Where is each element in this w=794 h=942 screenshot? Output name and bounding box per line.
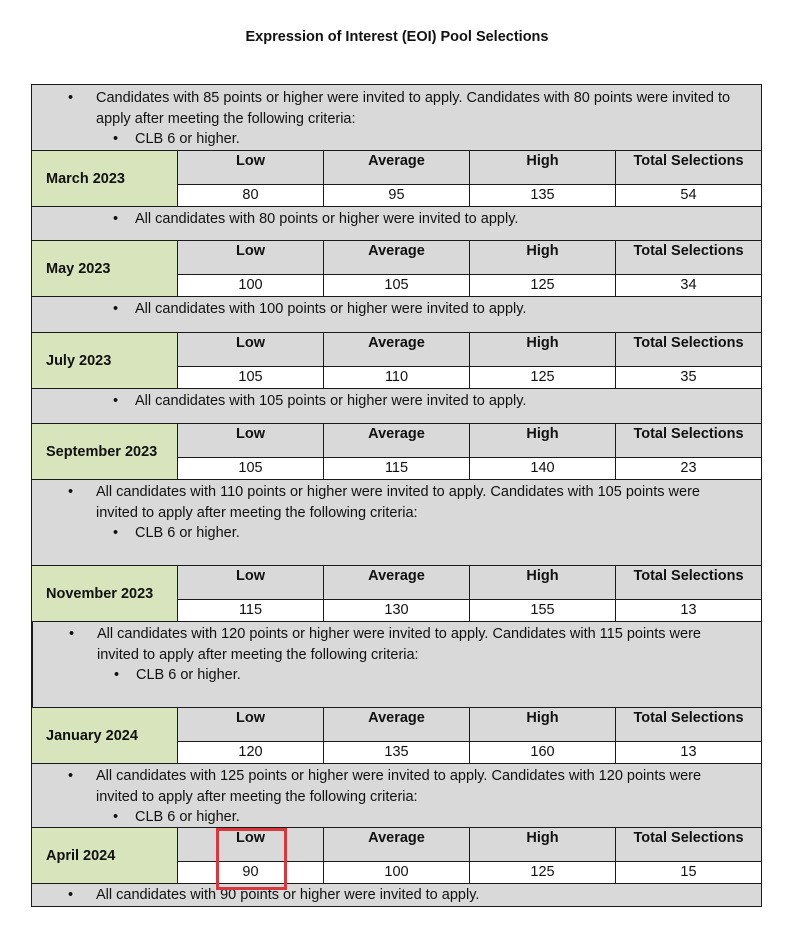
col-high: High (470, 424, 616, 457)
value-average: 135 (324, 742, 470, 763)
draw-note (31, 479, 762, 565)
intro-note-bullet: • Candidates with 85 points or higher were invited to apply. Candidates with 80 points were invited to apply after meeting the following criteria: (32, 88, 761, 129)
draw-month: July 2023 (32, 333, 178, 388)
value-total: 13 (680, 602, 697, 618)
draw-january-2024 (31, 707, 762, 763)
draw-month: March 2023 (32, 151, 178, 206)
draw-note-sub: • CLB 6 or higher. (33, 665, 761, 686)
draw-note (31, 296, 762, 332)
eoi-selections-table (31, 84, 762, 907)
col-high: High (470, 828, 616, 861)
value-low: 105 (178, 458, 324, 479)
draw-july-2023 (31, 332, 762, 388)
draw-april-2024 (31, 827, 762, 883)
col-total: Total Selections (633, 568, 744, 584)
value-total: 15 (680, 864, 697, 880)
column-header-row (178, 424, 761, 458)
draw-note-bullet: • All candidates with 120 points or higher were invited to apply. Candidates with 115 points were invited to apply after meeting the following criteria: (33, 624, 761, 665)
draw-note (31, 883, 762, 907)
value-high: 125 (470, 275, 616, 296)
draw-note-sub: • All candidates with 80 points or higher were invited to apply. (32, 209, 761, 230)
value-low: 105 (178, 367, 324, 388)
draw-note-bullet: • All candidates with 110 points or higher were invited to apply. Candidates with 105 points were invited to apply after meeting the following criteria: (32, 482, 761, 523)
value-total: 54 (680, 187, 697, 203)
col-low: Low (178, 241, 324, 274)
col-high: High (470, 566, 616, 599)
draw-may-2023 (31, 240, 762, 296)
column-header-row (178, 708, 761, 742)
value-row (178, 742, 761, 763)
col-low: Low (178, 424, 324, 457)
col-low: Low (178, 333, 324, 366)
value-average: 130 (324, 600, 470, 621)
col-high: High (470, 151, 616, 184)
value-high: 140 (470, 458, 616, 479)
draw-note (31, 621, 762, 707)
col-total: Total Selections (633, 426, 744, 442)
value-high: 155 (470, 600, 616, 621)
draw-note-sub: • CLB 6 or higher. (32, 523, 761, 544)
col-average: Average (324, 566, 470, 599)
col-low: Low (178, 566, 324, 599)
draw-note (31, 206, 762, 240)
column-header-row (178, 333, 761, 367)
value-average: 105 (324, 275, 470, 296)
col-average: Average (324, 828, 470, 861)
value-total: 13 (680, 744, 697, 760)
column-header-row (178, 828, 761, 862)
value-average: 95 (324, 185, 470, 206)
intro-note (31, 84, 762, 150)
value-low: 90 (178, 862, 324, 883)
col-high: High (470, 333, 616, 366)
value-row (178, 458, 761, 479)
col-high: High (470, 708, 616, 741)
value-low: 80 (178, 185, 324, 206)
draw-month: January 2024 (32, 708, 178, 763)
draw-note-sub: • All candidates with 100 points or higher were invited to apply. (32, 299, 761, 320)
col-low: Low (178, 151, 324, 184)
draw-month: April 2024 (32, 828, 178, 883)
value-high: 135 (470, 185, 616, 206)
draw-september-2023 (31, 423, 762, 479)
value-total: 34 (680, 277, 697, 293)
draw-note-bullet: • All candidates with 90 points or higher were invited to apply. (32, 885, 761, 906)
col-high: High (470, 241, 616, 274)
value-average: 115 (324, 458, 470, 479)
col-average: Average (324, 151, 470, 184)
value-high: 160 (470, 742, 616, 763)
value-total: 35 (680, 369, 697, 385)
page-title: Expression of Interest (EOI) Pool Selections (245, 29, 549, 45)
value-high: 125 (470, 367, 616, 388)
draw-november-2023 (31, 565, 762, 621)
value-low: 100 (178, 275, 324, 296)
draw-note (31, 763, 762, 827)
draw-month: May 2023 (32, 241, 178, 296)
value-high: 125 (470, 862, 616, 883)
value-average: 110 (324, 367, 470, 388)
draw-month: September 2023 (32, 424, 178, 479)
draw-note-sub: • CLB 6 or higher. (32, 807, 761, 828)
value-average: 100 (324, 862, 470, 883)
col-average: Average (324, 424, 470, 457)
intro-note-sub: • CLB 6 or higher. (32, 129, 761, 150)
value-total: 23 (680, 460, 697, 476)
col-low: Low (178, 708, 324, 741)
draw-month: November 2023 (32, 566, 178, 621)
column-header-row (178, 566, 761, 600)
column-header-row (178, 151, 761, 185)
value-row (178, 600, 761, 621)
value-low: 115 (178, 600, 324, 621)
value-row (178, 275, 761, 296)
draw-note-bullet: • All candidates with 125 points or higher were invited to apply. Candidates with 120 points were invited to apply after meeting the following criteria: (32, 766, 761, 807)
col-low: Low (178, 828, 324, 861)
draw-march-2023 (31, 150, 762, 206)
col-total: Total Selections (633, 243, 744, 259)
col-average: Average (324, 708, 470, 741)
col-total: Total Selections (633, 335, 744, 351)
col-total: Total Selections (633, 153, 744, 169)
column-header-row (178, 241, 761, 275)
col-average: Average (324, 333, 470, 366)
value-row (178, 862, 761, 883)
draw-note-sub: • All candidates with 105 points or higher were invited to apply. (32, 391, 761, 412)
col-total: Total Selections (633, 830, 744, 846)
value-row (178, 367, 761, 388)
value-row (178, 185, 761, 206)
value-low: 120 (178, 742, 324, 763)
col-total: Total Selections (633, 710, 744, 726)
col-average: Average (324, 241, 470, 274)
draw-note (31, 388, 762, 423)
